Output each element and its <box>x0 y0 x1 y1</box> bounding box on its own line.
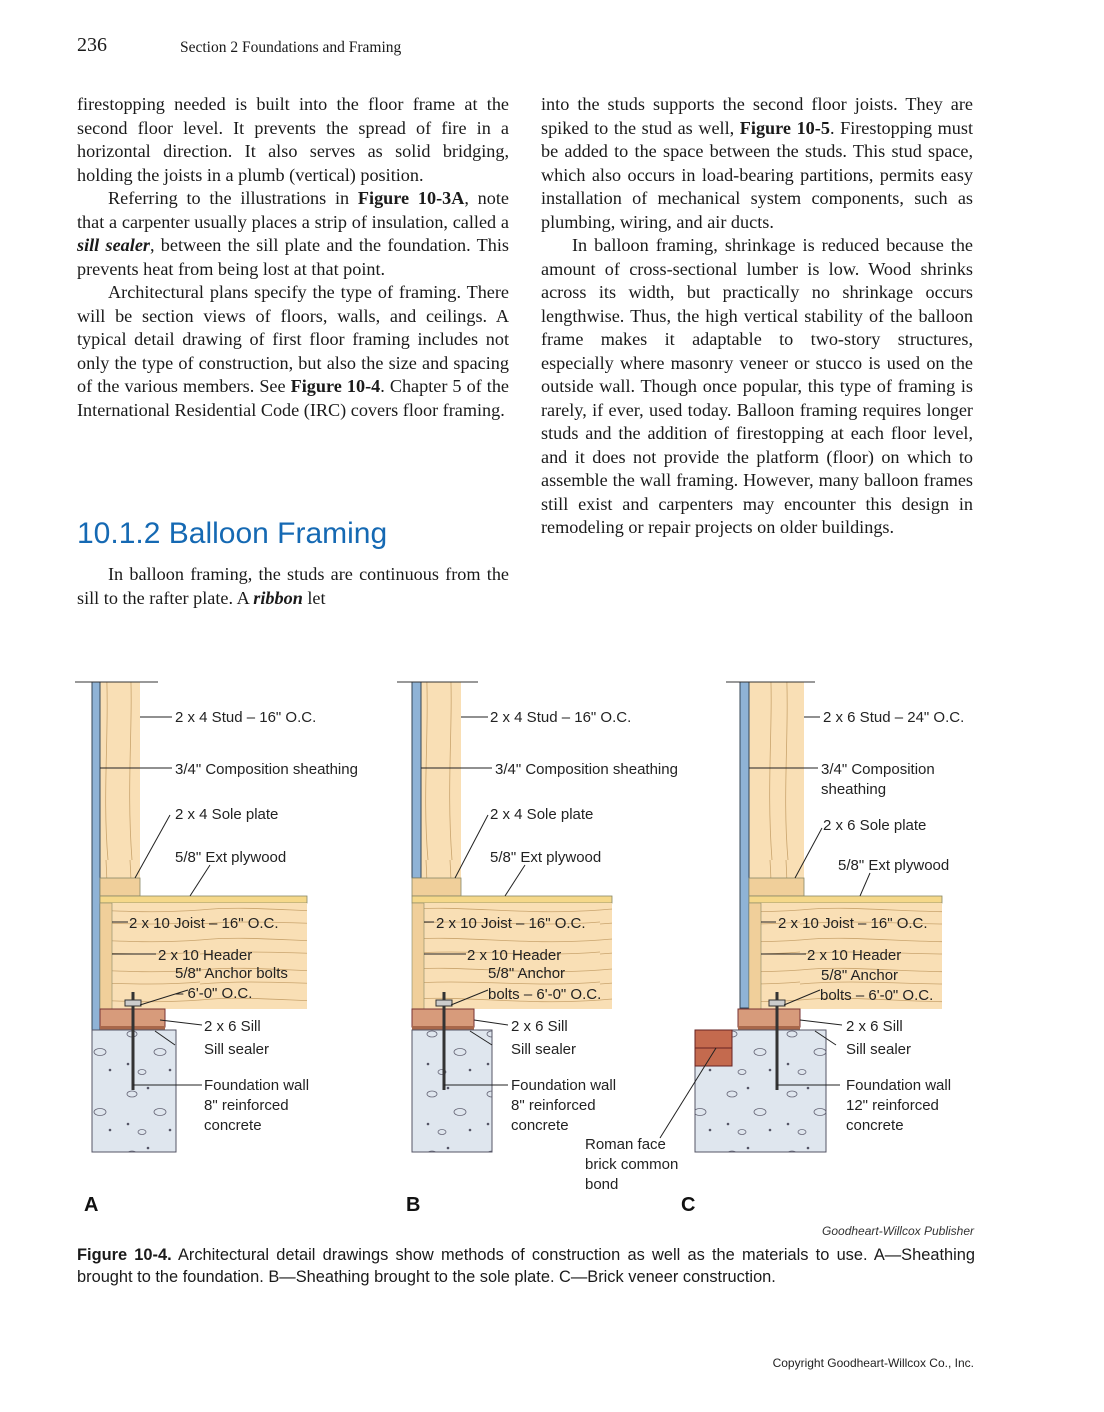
paragraph: Architectural plans specify the type of framing. There will be section views of floors, walls, and ceilings. A typical detail drawing of first floor framing includes not only the type of construction, but also the size and spacing of the various members. See Figure 10-4. Chapter 5 of the International Residential Code (IRC) covers floor framing. <box>77 282 509 420</box>
label-sill-sealer: Sill sealer <box>846 1041 912 1058</box>
label-foundation-material: concrete <box>511 1117 569 1134</box>
panel-b <box>397 682 678 1216</box>
label-foundation: Foundation wall <box>846 1077 952 1094</box>
label-sole-plate: 2 x 4 Sole plate <box>490 806 594 823</box>
label-sheathing: 3/4" Composition sheathing <box>175 761 358 778</box>
label-stud: 2 x 4 Stud – 16" O.C. <box>175 709 317 726</box>
label-stud: 2 x 6 Stud – 24" O.C. <box>823 709 965 726</box>
panel-c <box>660 682 964 1216</box>
label-joist: 2 x 10 Joist – 16" O.C. <box>436 915 586 932</box>
label-header: 2 x 10 Header <box>158 947 253 964</box>
label-anchor-bolts: 5/8" Anchor <box>488 965 566 982</box>
left-column <box>77 93 509 422</box>
label-joist: 2 x 10 Joist – 16" O.C. <box>129 915 279 932</box>
label-foundation-material: concrete <box>204 1117 262 1134</box>
label-anchor-spacing: bolts – 6'-0" O.C. <box>820 987 934 1004</box>
figure-reference: Figure 10-3A <box>357 188 465 208</box>
label-sill: 2 x 6 Sill <box>846 1018 903 1035</box>
page-number: 236 <box>77 34 107 56</box>
section-heading: 10.1.2 Balloon Framing <box>77 517 388 550</box>
section-label: Section 2 Foundations and Framing <box>180 39 402 56</box>
right-column <box>541 93 973 540</box>
paragraph: firestopping needed is built into the floor frame at the second floor level. It prevents the spread of fire in a horizontal direction. It also serves as solid bridging, holding the joists in a plumb (vertical) position. <box>77 94 509 185</box>
caption-label: Figure 10-4. <box>77 1246 172 1264</box>
label-foundation-size: 8" reinforced <box>511 1097 596 1114</box>
label-anchor-spacing: – 6'-0" O.C. <box>175 985 253 1002</box>
copyright-notice: Copyright Goodheart-Willcox Co., Inc. <box>772 1356 974 1370</box>
label-brick-bond-end: bond <box>585 1176 619 1193</box>
panel-letter-a: A <box>84 1194 99 1216</box>
label-sheathing: 3/4" Composition sheathing <box>495 761 678 778</box>
label-sheathing-cont: sheathing <box>821 781 887 798</box>
label-header: 2 x 10 Header <box>467 947 562 964</box>
paragraph: In balloon framing, shrinkage is reduced because the amount of cross-sectional lumber is low. Wood shrinks across its width, but practically no shrinkage occurs lengthwise. Thus, the high vertical stability of the balloon frame makes it adaptable to two-story structures, especially where masonry veneer or stucco is used on the outside wall. Though once popular, this type of framing is rarely, if ever, used today. Balloon framing requires longer studs and the addition of firestopping at each floor level, and it does not provide the platform (floor) on which to assemble the wall framing. However, many balloon frames still exist and carpenters may encounter this design in remodeling or repair projects on older buildings. <box>541 235 973 537</box>
panel-letter-c: C <box>681 1194 696 1216</box>
panel-letter-b: B <box>406 1194 421 1216</box>
label-plywood: 5/8" Ext plywood <box>490 849 602 866</box>
paragraph: Referring to the illustrations in Figure 10-3A, note that a carpenter usually places a strip of insulation, called a sill sealer, between the sill plate and the foundation. This prevents heat from being lost at that point. <box>77 188 509 279</box>
framing-detail-drawing <box>0 660 1104 1230</box>
label-header: 2 x 10 Header <box>807 947 902 964</box>
label-foundation-size: 8" reinforced <box>204 1097 289 1114</box>
label-plywood: 5/8" Ext plywood <box>175 849 287 866</box>
figure-reference: Figure 10-5 <box>739 117 830 138</box>
figure-caption <box>77 1245 975 1288</box>
label-anchor-spacing: bolts – 6'-0" O.C. <box>488 986 602 1003</box>
label-plywood: 5/8" Ext plywood <box>838 857 950 874</box>
label-sole-plate: 2 x 4 Sole plate <box>175 806 279 823</box>
label-stud: 2 x 4 Stud – 16" O.C. <box>490 709 632 726</box>
label-foundation: Foundation wall <box>204 1077 310 1094</box>
paragraph: into the studs supports the second floor joists. They are spiked to the stud as well, Figure 10-5. Firestopping must be added to the space between the studs. This stud space, which also occurs in load-bearing partitions, permits easy installation of mechanical system components, such as plumbing, wiring, and air ducts. <box>541 94 974 232</box>
label-brick: Roman face <box>585 1136 666 1153</box>
label-joist: 2 x 10 Joist – 16" O.C. <box>778 915 928 932</box>
key-term: sill sealer <box>77 235 150 255</box>
label-foundation-material: concrete <box>846 1117 904 1134</box>
figure-10-4 <box>0 660 1104 1230</box>
figure-credit: Goodheart-Willcox Publisher <box>822 1224 974 1238</box>
label-anchor-bolts: 5/8" Anchor bolts <box>175 965 288 982</box>
label-foundation-size: 12" reinforced <box>846 1097 939 1114</box>
label-sill: 2 x 6 Sill <box>204 1018 261 1035</box>
panel-a <box>75 682 358 1216</box>
key-term: ribbon <box>253 587 303 608</box>
label-sill-sealer: Sill sealer <box>511 1041 577 1058</box>
label-sill-sealer: Sill sealer <box>204 1041 270 1058</box>
label-brick-bond: brick common <box>585 1156 679 1173</box>
label-sheathing: 3/4" Composition <box>821 761 935 778</box>
label-anchor-bolts: 5/8" Anchor <box>821 967 899 984</box>
figure-reference: Figure 10-4 <box>290 376 381 396</box>
label-foundation: Foundation wall <box>511 1077 617 1094</box>
running-header <box>77 34 977 62</box>
label-sole-plate: 2 x 6 Sole plate <box>823 817 927 834</box>
label-sill: 2 x 6 Sill <box>511 1018 568 1035</box>
caption-text: Architectural detail drawings show methods of construction as well as the materials to use. A—Sheathing brought to the foundation. B—Sheathing brought to the sole plate. C—Brick veneer construction. <box>77 1246 975 1286</box>
paragraph: In balloon framing, the studs are continuous from the sill to the rafter plate. A ribbon let <box>77 564 509 608</box>
